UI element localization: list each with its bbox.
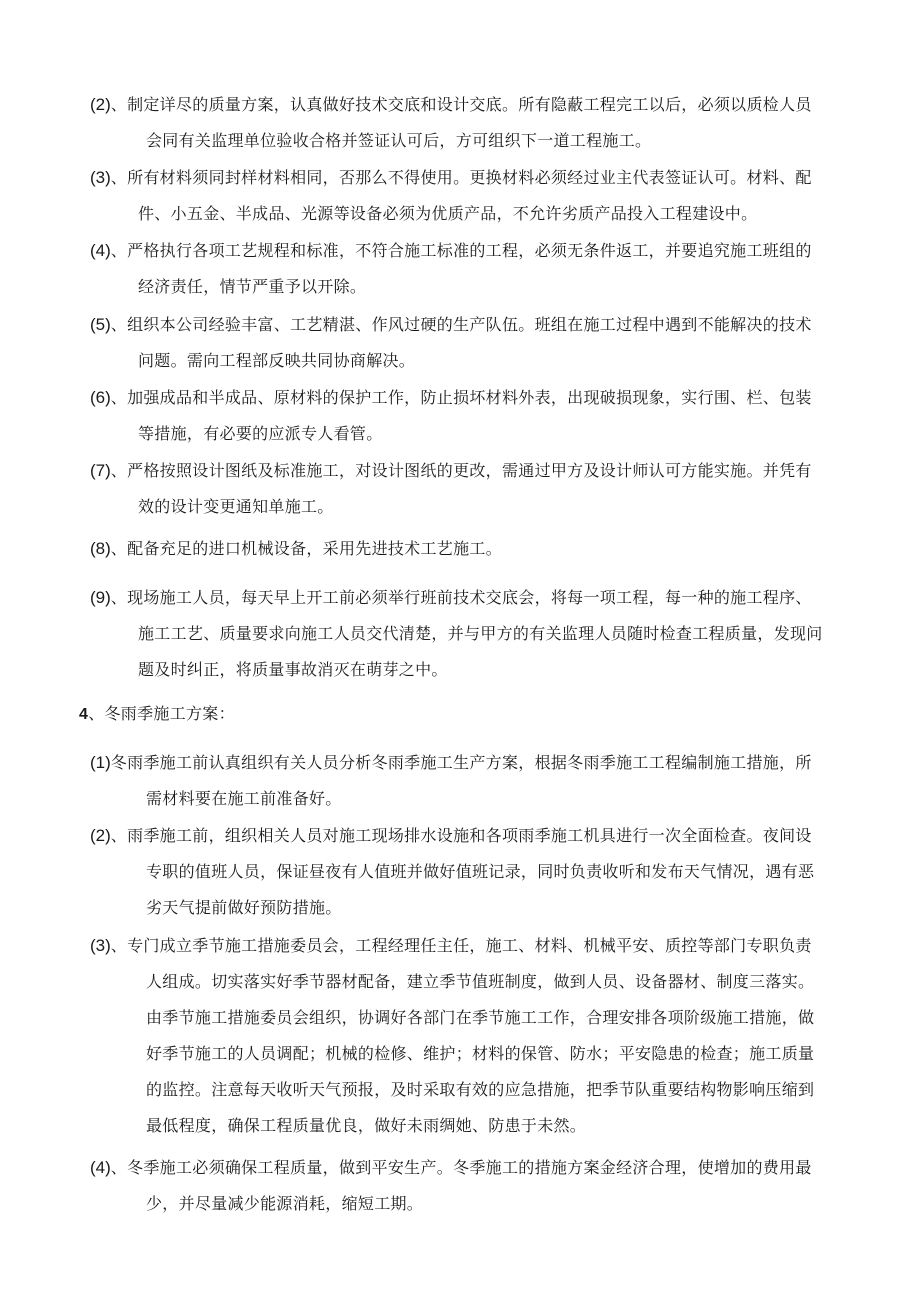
quality-item-9 (90, 580, 860, 688)
quality-item-8 (90, 531, 860, 567)
quality-item-3 (90, 160, 860, 232)
winter-rain-item-1 (90, 745, 860, 817)
item-line: 由季节施工措施委员会组织，协调好各部门在季节施工工作，合理安排各项阶级施工措施，做 (146, 1008, 815, 1027)
item-line: 经济责任，情节严重予以开除。 (138, 277, 367, 296)
item-line: 会同有关监理单位验收合格并签证认可后，方可组织下一道工程施工。 (146, 131, 652, 150)
item-line: (2)、雨季施工前，组织相关人员对施工现场排水设施和各项雨季施工机具进行一次全面检查。夜间设 (90, 826, 812, 845)
item-line: (1)冬雨季施工前认真组织有关人员分析冬雨季施工生产方案，根据冬雨季施工工程编制施工措施，所 (90, 753, 812, 772)
item-line: 专职的值班人员，保证昼夜有人值班并做好值班记录，同时负责收听和发布天气情况，遇有恶 (146, 862, 815, 881)
section-heading (79, 696, 235, 733)
item-line: 效的设计变更通知单施工。 (138, 497, 334, 516)
quality-item-4 (90, 233, 860, 305)
item-number: (3) (90, 168, 111, 187)
item-number: (2) (90, 95, 111, 114)
item-line: (6)、加强成品和半成品、原材料的保护工作，防止损坏材料外表，出现破损现象，实行围、栏、包装 (90, 388, 812, 407)
item-line: 少，并尽量减少能源消耗，缩短工期。 (146, 1194, 424, 1213)
section-number: 4 (79, 706, 89, 723)
item-line: 需材料要在施工前准备好。 (146, 789, 342, 808)
quality-item-5 (90, 307, 860, 379)
item-line: 施工工艺、质量要求向施工人员交代清楚，并与甲方的有关监理人员随时检查工程质量，发现问 (138, 624, 823, 643)
winter-rain-item-2 (90, 818, 860, 926)
item-number: (4) (90, 241, 111, 260)
quality-item-6 (90, 380, 860, 452)
item-line: 件、小五金、半成品、光源等设备必须为优质产品，不允许劣质产品投入工程建设中。 (138, 204, 758, 223)
winter-rain-item-3 (90, 928, 860, 1144)
section-title: 、冬雨季施工方案： (88, 704, 235, 723)
quality-item-2 (90, 87, 860, 159)
item-line: 题及时纠正，将质量事故消灭在萌芽之中。 (138, 660, 448, 679)
quality-item-7 (90, 453, 860, 525)
item-number: (3) (90, 936, 111, 955)
item-line: (7)、严格按照设计图纸及标准施工，对设计图纸的更改，需通过甲方及设计师认可方能实施。并凭有 (90, 461, 812, 480)
item-number: (9) (90, 588, 111, 607)
winter-rain-item-4 (90, 1150, 860, 1222)
item-line: (3)、所有材料须同封样材料相同，否那么不得使用。更换材料必须经过业主代表签证认可。材料、配 (90, 168, 812, 187)
item-line: (8)、配备充足的进口机械设备，采用先进技术工艺施工。 (90, 539, 502, 558)
item-line: 人组成。切实落实好季节器材配备，建立季节值班制度，做到人员、设备器材、制度三落实。 (146, 972, 815, 991)
item-line: (5)、组织本公司经验丰富、工艺精湛、作风过硬的生产队伍。班组在施工过程中遇到不能解决的技术 (90, 315, 812, 334)
item-number: (1) (90, 753, 111, 772)
item-number: (5) (90, 315, 111, 334)
item-number: (8) (90, 539, 111, 558)
item-number: (2) (90, 826, 111, 845)
item-line: 问题。需向工程部反映共同协商解决。 (138, 351, 416, 370)
item-line: (4)、冬季施工必须确保工程质量，做到平安生产。冬季施工的措施方案金经济合理，使增加的费用最 (90, 1158, 812, 1177)
item-line: 好季节施工的人员调配；机械的检修、维护；材料的保管、防水；平安隐患的检查；施工质量 (146, 1044, 815, 1063)
item-line: (2)、制定详尽的质量方案，认真做好技术交底和设计交底。所有隐蔽工程完工以后，必须以质检人员 (90, 95, 812, 114)
item-line: 劣天气提前做好预防措施。 (146, 898, 342, 917)
item-number: (7) (90, 461, 111, 480)
item-line: (9)、现场施工人员，每天早上开工前必须举行班前技术交底会，将每一项工程，每一种的施工程序、 (90, 588, 812, 607)
item-number: (4) (90, 1158, 111, 1177)
item-line: (4)、严格执行各项工艺规程和标准，不符合施工标准的工程，必须无条件返工，并要追究施工班组的 (90, 241, 812, 260)
item-line: 等措施，有必要的应派专人看管。 (138, 424, 383, 443)
item-number: (6) (90, 388, 111, 407)
item-line: 的监控。注意每天收听天气预报，及时采取有效的应急措施，把季节队重要结构物影响压缩到 (146, 1080, 815, 1099)
item-line: 最低程度，确保工程质量优良，做好未雨绸她、防患于未然。 (146, 1116, 587, 1135)
item-line: (3)、专门成立季节施工措施委员会，工程经理任主任，施工、材料、机械平安、质控等部门专职负责 (90, 936, 812, 955)
